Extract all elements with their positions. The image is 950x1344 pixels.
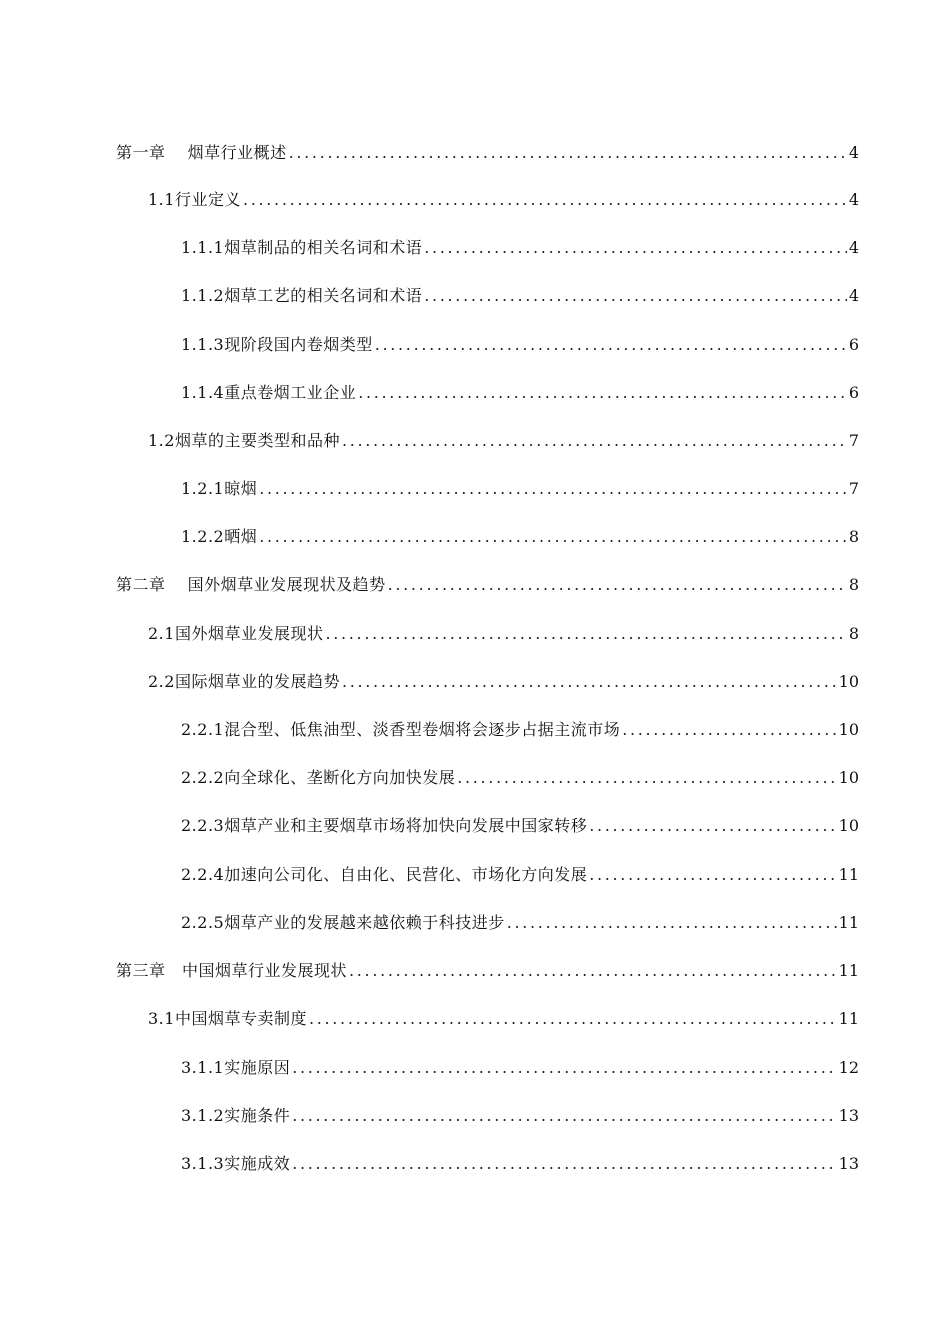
toc-entry-page: 4 <box>848 143 859 162</box>
toc-entry-title: 第二章 国外烟草业发展现状及趋势 <box>116 575 386 594</box>
dot-leader <box>289 138 847 168</box>
dot-leader <box>358 378 847 408</box>
toc-entry-title: 2.2.1混合型、低焦油型、淡香型卷烟将会逐步占据主流市场 <box>181 720 621 739</box>
toc-entry-page: 11 <box>838 913 859 932</box>
toc-entry-page: 11 <box>838 1009 859 1028</box>
toc-entry-1-2[interactable] <box>148 426 859 456</box>
dot-leader <box>375 330 847 360</box>
toc-entry-title: 3.1中国烟草专卖制度 <box>148 1009 307 1028</box>
toc-entry-page: 6 <box>848 335 859 354</box>
toc-entry-page: 4 <box>848 190 859 209</box>
toc-entry-page: 13 <box>838 1154 859 1173</box>
toc-entry-page: 8 <box>848 527 859 546</box>
dot-leader <box>507 908 837 938</box>
toc-entry-1-1[interactable] <box>148 185 859 215</box>
toc-entry-page: 7 <box>848 431 859 450</box>
toc-entry-chapter-3[interactable] <box>116 956 859 986</box>
toc-entry-page: 13 <box>838 1106 859 1125</box>
toc-entry-2-2-2[interactable] <box>181 763 859 793</box>
toc-entry-1-1-1[interactable] <box>181 233 859 263</box>
toc-entry-title: 2.1国外烟草业发展现状 <box>148 624 324 643</box>
toc-entry-page: 12 <box>838 1058 859 1077</box>
dot-leader <box>424 281 847 311</box>
toc-entry-page: 10 <box>838 672 859 691</box>
dot-leader <box>349 956 837 986</box>
toc-entry-title: 2.2国际烟草业的发展趋势 <box>148 672 340 691</box>
toc-entry-page: 10 <box>838 720 859 739</box>
toc-entry-page: 4 <box>848 238 859 257</box>
toc-entry-title: 3.1.1实施原因 <box>181 1058 291 1077</box>
dot-leader <box>342 426 847 456</box>
dot-leader <box>259 474 847 504</box>
dot-leader <box>622 715 836 745</box>
toc-entry-2-2-4[interactable] <box>181 860 859 890</box>
toc-entry-title: 3.1.3实施成效 <box>181 1154 291 1173</box>
toc-entry-chapter-2[interactable] <box>116 570 859 600</box>
toc-entry-page: 10 <box>838 816 859 835</box>
dot-leader <box>457 763 836 793</box>
dot-leader <box>589 811 836 841</box>
toc-entry-title: 第一章 烟草行业概述 <box>116 143 287 162</box>
toc-entry-title: 1.1行业定义 <box>148 190 241 209</box>
toc-entry-title: 1.1.4重点卷烟工业企业 <box>181 383 357 402</box>
dot-leader <box>309 1004 837 1034</box>
toc-entry-1-1-2[interactable] <box>181 281 859 311</box>
toc-entry-2-2-5[interactable] <box>181 908 859 938</box>
toc-entry-title: 2.2.4加速向公司化、自由化、民营化、市场化方向发展 <box>181 865 588 884</box>
toc-entry-title: 1.2.2晒烟 <box>181 527 258 546</box>
toc-entry-3-1[interactable] <box>148 1004 859 1034</box>
toc-entry-1-1-4[interactable] <box>181 378 859 408</box>
toc-entry-page: 11 <box>838 961 859 980</box>
toc-entry-page: 8 <box>848 575 859 594</box>
toc-entry-page: 6 <box>848 383 859 402</box>
toc-entry-title: 1.1.3现阶段国内卷烟类型 <box>181 335 373 354</box>
toc-entry-title: 2.2.5烟草产业的发展越来越依赖于科技进步 <box>181 913 505 932</box>
toc-entry-title: 1.1.2烟草工艺的相关名词和术语 <box>181 286 423 305</box>
toc-entry-page: 10 <box>838 768 859 787</box>
dot-leader <box>342 667 837 697</box>
dot-leader <box>259 522 847 552</box>
toc-entry-page: 11 <box>838 865 859 884</box>
toc-entry-title: 3.1.2实施条件 <box>181 1106 291 1125</box>
dot-leader <box>325 619 846 649</box>
toc-entry-1-2-1[interactable] <box>181 474 859 504</box>
toc-entry-chapter-1[interactable] <box>116 138 859 168</box>
toc-entry-3-1-2[interactable] <box>181 1101 859 1131</box>
toc-entry-1-2-2[interactable] <box>181 522 859 552</box>
dot-leader <box>292 1149 836 1179</box>
toc-entry-page: 8 <box>848 624 859 643</box>
toc-entry-title: 2.2.3烟草产业和主要烟草市场将加快向发展中国家转移 <box>181 816 588 835</box>
toc-entry-title: 1.2.1晾烟 <box>181 479 258 498</box>
toc-entry-2-2[interactable] <box>148 667 859 697</box>
dot-leader <box>388 570 847 600</box>
dot-leader <box>424 233 847 263</box>
toc-entry-2-2-3[interactable] <box>181 811 859 841</box>
dot-leader <box>292 1101 836 1131</box>
toc-entry-title: 1.1.1烟草制品的相关名词和术语 <box>181 238 423 257</box>
toc-entry-page: 7 <box>848 479 859 498</box>
toc-entry-page: 4 <box>848 286 859 305</box>
toc-entry-title: 1.2烟草的主要类型和品种 <box>148 431 340 450</box>
dot-leader <box>589 860 836 890</box>
toc-entry-2-2-1[interactable] <box>181 715 859 745</box>
toc-entry-2-1[interactable] <box>148 619 859 649</box>
dot-leader <box>292 1053 836 1083</box>
toc-entry-3-1-3[interactable] <box>181 1149 859 1179</box>
toc-entry-1-1-3[interactable] <box>181 330 859 360</box>
toc-entry-3-1-1[interactable] <box>181 1053 859 1083</box>
dot-leader <box>243 185 847 215</box>
toc-entry-title: 第三章 中国烟草行业发展现状 <box>116 961 348 980</box>
toc-entry-title: 2.2.2向全球化、垄断化方向加快发展 <box>181 768 456 787</box>
